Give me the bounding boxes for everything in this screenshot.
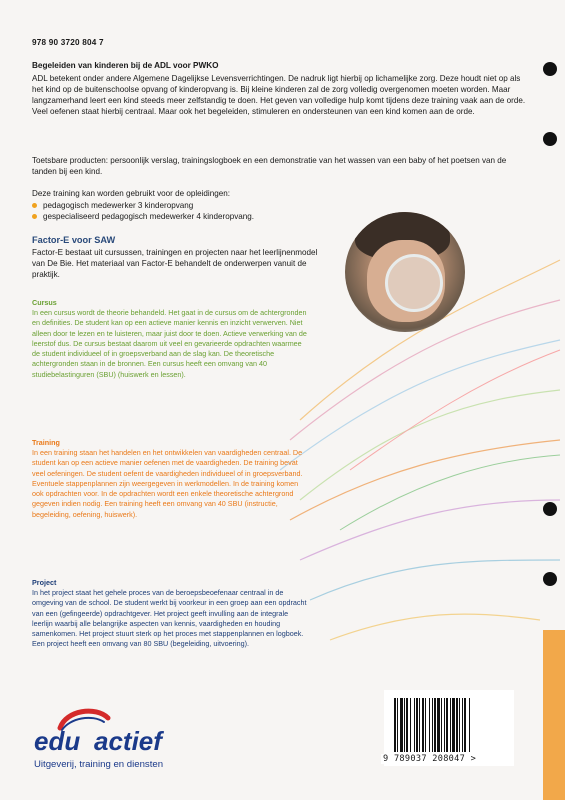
side-tab xyxy=(543,630,565,800)
barcode-number: 9 789037 208047 > xyxy=(383,754,477,764)
bullet-icon xyxy=(32,214,37,219)
punch-hole-icon xyxy=(543,502,557,516)
factor-title: Factor-E voor SAW xyxy=(32,235,116,245)
products-paragraph: Toetsbare producten: persoonlijk verslag, trainingslogboek en een demonstratie van het wassen van een baby of het poetsen van de tanden bij een kind. xyxy=(32,156,507,176)
intro-paragraph: ADL betekent onder andere Algemene Dagelijkse Levensverrichtingen. De nadruk ligt hierbij op lichamelijke zorg. Deze houdt niet op als het kind op de buitenschoolse opvang of kinderopvang is. Bij kleine kinderen zal de zorg volledig overgenomen moeten worden. Maar langzamerhand leert een kind steeds meer zelfstandig te doen. Het geven van volledige hulp komt tijdens deze training vaak aan de orde. Veel oefenen staat hierbij centraal. Maar ook het begeleiden, stimuleren en ondersteunen van een kind komen aan de orde. xyxy=(32,74,526,116)
child-with-magnifier-photo xyxy=(345,212,465,332)
list-item: pedagogisch medewerker 3 kinderopvang xyxy=(32,200,254,211)
logo-tagline: Uitgeverij, training en diensten xyxy=(34,759,164,770)
magnifying-glass-icon xyxy=(385,254,443,312)
punch-hole-icon xyxy=(543,572,557,586)
factor-paragraph: Factor-E bestaat uit cursussen, trainingen en projecten naar het leerlijnenmodel van De Bie. Het materiaal van Factor-E behandelt de onderwerpen vanuit de praktijk. xyxy=(32,248,318,279)
punch-hole-icon xyxy=(543,132,557,146)
logo-actief: actief xyxy=(94,726,162,756)
project-heading: Project xyxy=(32,578,57,587)
bullet-icon xyxy=(32,203,37,208)
list-item: gespecialiseerd pedagogisch medewerker 4 kinderopvang. xyxy=(32,211,254,222)
logo-edu: edu xyxy=(34,726,81,756)
project-text: In het project staat het gehele proces van de beroepsbeoefenaar centraal in de omgeving van de school. De student werkt bij voorkeur in een groep aan een opdracht van een (gefingeerde) opdrachtgever. Het project geeft invulling aan de integrale leerlijn waarbij alle belangrijke aspecten van kennis, vaardigheden en houding samenkomen. Het project stuurt sterk op het proces met stappenplannen en logboek. Een project heeft een omvang van 80 SBU (begeleiding, uitvoering). xyxy=(32,588,307,649)
cursus-text: In een cursus wordt de theorie behandeld. Het gaat in de cursus om de achtergronden en definities. De student kan op een actieve manier kennis en inzicht verwerven. Niet alleen door te lezen en te luisteren, maar juist door te doen. Actieve verwerking van de leerstof dus. De cursus bestaat daarom uit veel en gevarieerde opdrachten waarmee de student individueel of in groepsverband aan de slag kan. De theoretische achtergronden staan in de bronnen. Een cursus heeft een omvang van 40 studiebelastinguren (SBU) (huiswerk en lessen). xyxy=(32,308,307,379)
cursus-heading: Cursus xyxy=(32,298,57,307)
isbn: 978 90 3720 804 7 xyxy=(32,38,104,47)
usage-intro: Deze training kan worden gebruikt voor de opleidingen: xyxy=(32,189,230,198)
publisher-logo xyxy=(34,704,184,774)
book-title: Begeleiden van kinderen bij de ADL voor PWKO xyxy=(32,61,219,70)
usage-list xyxy=(32,200,254,222)
training-text: In een training staan het handelen en het ontwikkelen van vaardigheden centraal. De student kan op een actieve manier oefenen met de vaardigheden. De training bevat veel oefeningen. De student oefent de vaardigheden individueel of in groepsverband. Eventuele stappenplannen zijn weergegeven in werkmodellen. In de training komen ook opdrachten voor. In de opdrachten wordt een enkele theoretische achtergrond gegeven indien nodig. Een training heeft een omvang van 40 SBU (instructie, begeleiding, oefening, huiswerk). xyxy=(32,448,303,519)
punch-hole-icon xyxy=(543,62,557,76)
barcode-bars-icon xyxy=(394,698,504,752)
training-heading: Training xyxy=(32,438,60,447)
